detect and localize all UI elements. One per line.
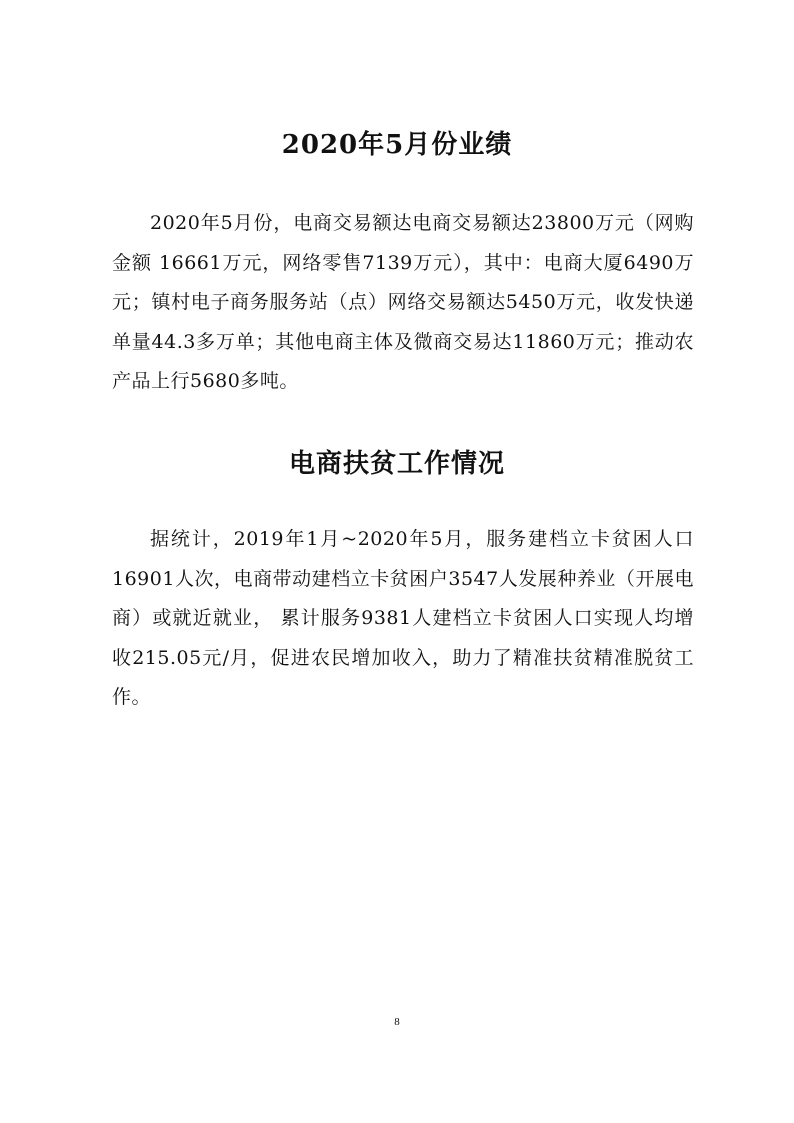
paragraph-poverty-alleviation: 据统计，2019年1月~2020年5月，服务建档立卡贫困人口16901人次，电商带动建档立卡贫困户3547人发展种养业（开展电商）或就近就业， 累计服务9381人建档立卡贫困人口实现人均增收215.05元/月，促进农民增加收入，助力了精准扶贫精准脱贫工作。 — [112, 528, 694, 708]
section-heading-poverty-alleviation: 电商扶贫工作情况 — [288, 449, 505, 479]
page-number: 8 — [394, 1016, 400, 1028]
paragraph-may-performance: 2020年5月份，电商交易额达电商交易额达23800万元（网购金额 16661万元，网络零售7139万元），其中：电商大厦6490万元；镇村电子商务服务站（点）网络交易额达5450万元，收发快递单量44.3多万单；其他电商主体及微商交易达11860万元；推动农产品上行5680多吨。 — [112, 212, 694, 392]
section-heading-may-performance: 2020年5月份业绩 — [281, 130, 513, 160]
